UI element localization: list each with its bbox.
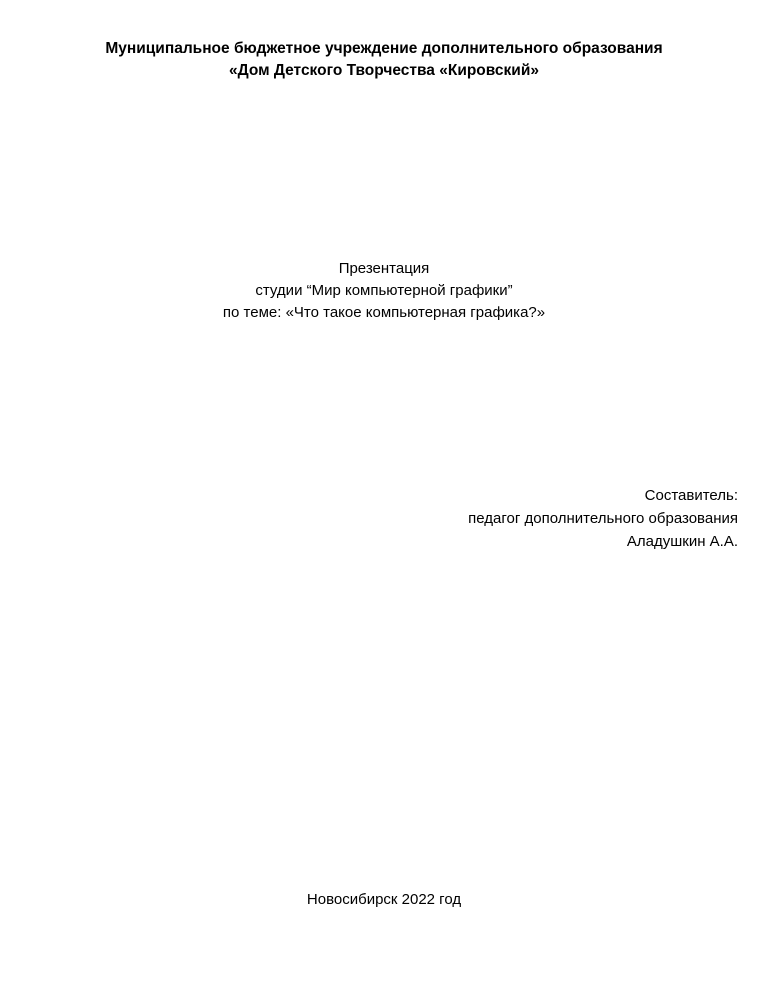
title-line-1: Презентация [338,260,430,277]
city-year-footer: Новосибирск 2022 год [306,891,462,908]
author-label: Составитель: [644,487,738,504]
author-name: Аладушкин А.А. [626,532,738,550]
presentation-title [60,258,708,325]
organization-heading [60,38,708,83]
author-credits [218,485,738,553]
organization-line-2: «Дом Детского Творчества «Кировский» [229,62,539,80]
title-line-3: по теме: «Что такое компьютерная графика?» [222,304,546,322]
author-position: педагог дополнительного образования [468,509,738,527]
organization-line-1: Муниципальное бюджетное учреждение дополнительного образования [105,40,663,57]
title-line-2: студии “Мир компьютерной графики” [255,282,513,300]
